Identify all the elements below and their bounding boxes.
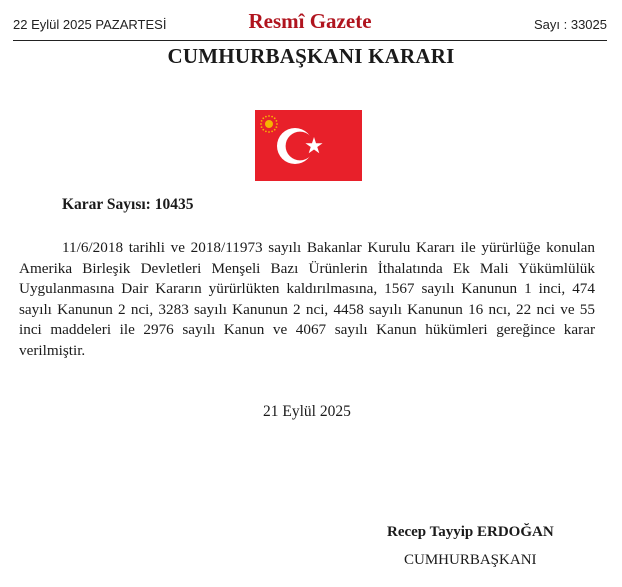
- signer-title: CUMHURBAŞKANI: [404, 552, 537, 568]
- presidential-flag-icon: [255, 110, 362, 181]
- document-title: CUMHURBAŞKANI KARARI: [167, 44, 455, 68]
- header-divider: [13, 40, 607, 41]
- issue-number: Sayı : 33025: [534, 17, 607, 32]
- signer-name: Recep Tayyip ERDOĞAN: [387, 524, 554, 540]
- publication-date: 22 Eylül 2025 PAZARTESİ: [13, 17, 167, 32]
- gazette-header: [13, 8, 607, 40]
- gazette-title: Resmî Gazete: [248, 9, 372, 33]
- decision-number: Karar Sayısı: 10435: [62, 196, 194, 213]
- decision-date: 21 Eylül 2025: [263, 403, 351, 420]
- decision-body: 11/6/2018 tarihli ve 2018/11973 sayılı Bakanlar Kurulu Kararı ile yürürlüğe konulan Amerika Birleşik Devletleri Menşeli Bazı Ürünlerin İthalatında Ek Mali Yükümlülük Uygulanmasına Dair Kararın yürürlükten kaldırılmasına, 1567 sayılı Kanunun 1 inci, 474 sayılı Kanunun 2 nci, 3283 sayılı Kanunun 2 nci, 4458 sayılı Kanunun 16 ncı, 22 nci ve 55 inci maddeleri ile 2976 sayılı Kanun ve 4067 sayılı Kanun hükümleri gereğince karar verilmiştir.: [19, 239, 595, 359]
